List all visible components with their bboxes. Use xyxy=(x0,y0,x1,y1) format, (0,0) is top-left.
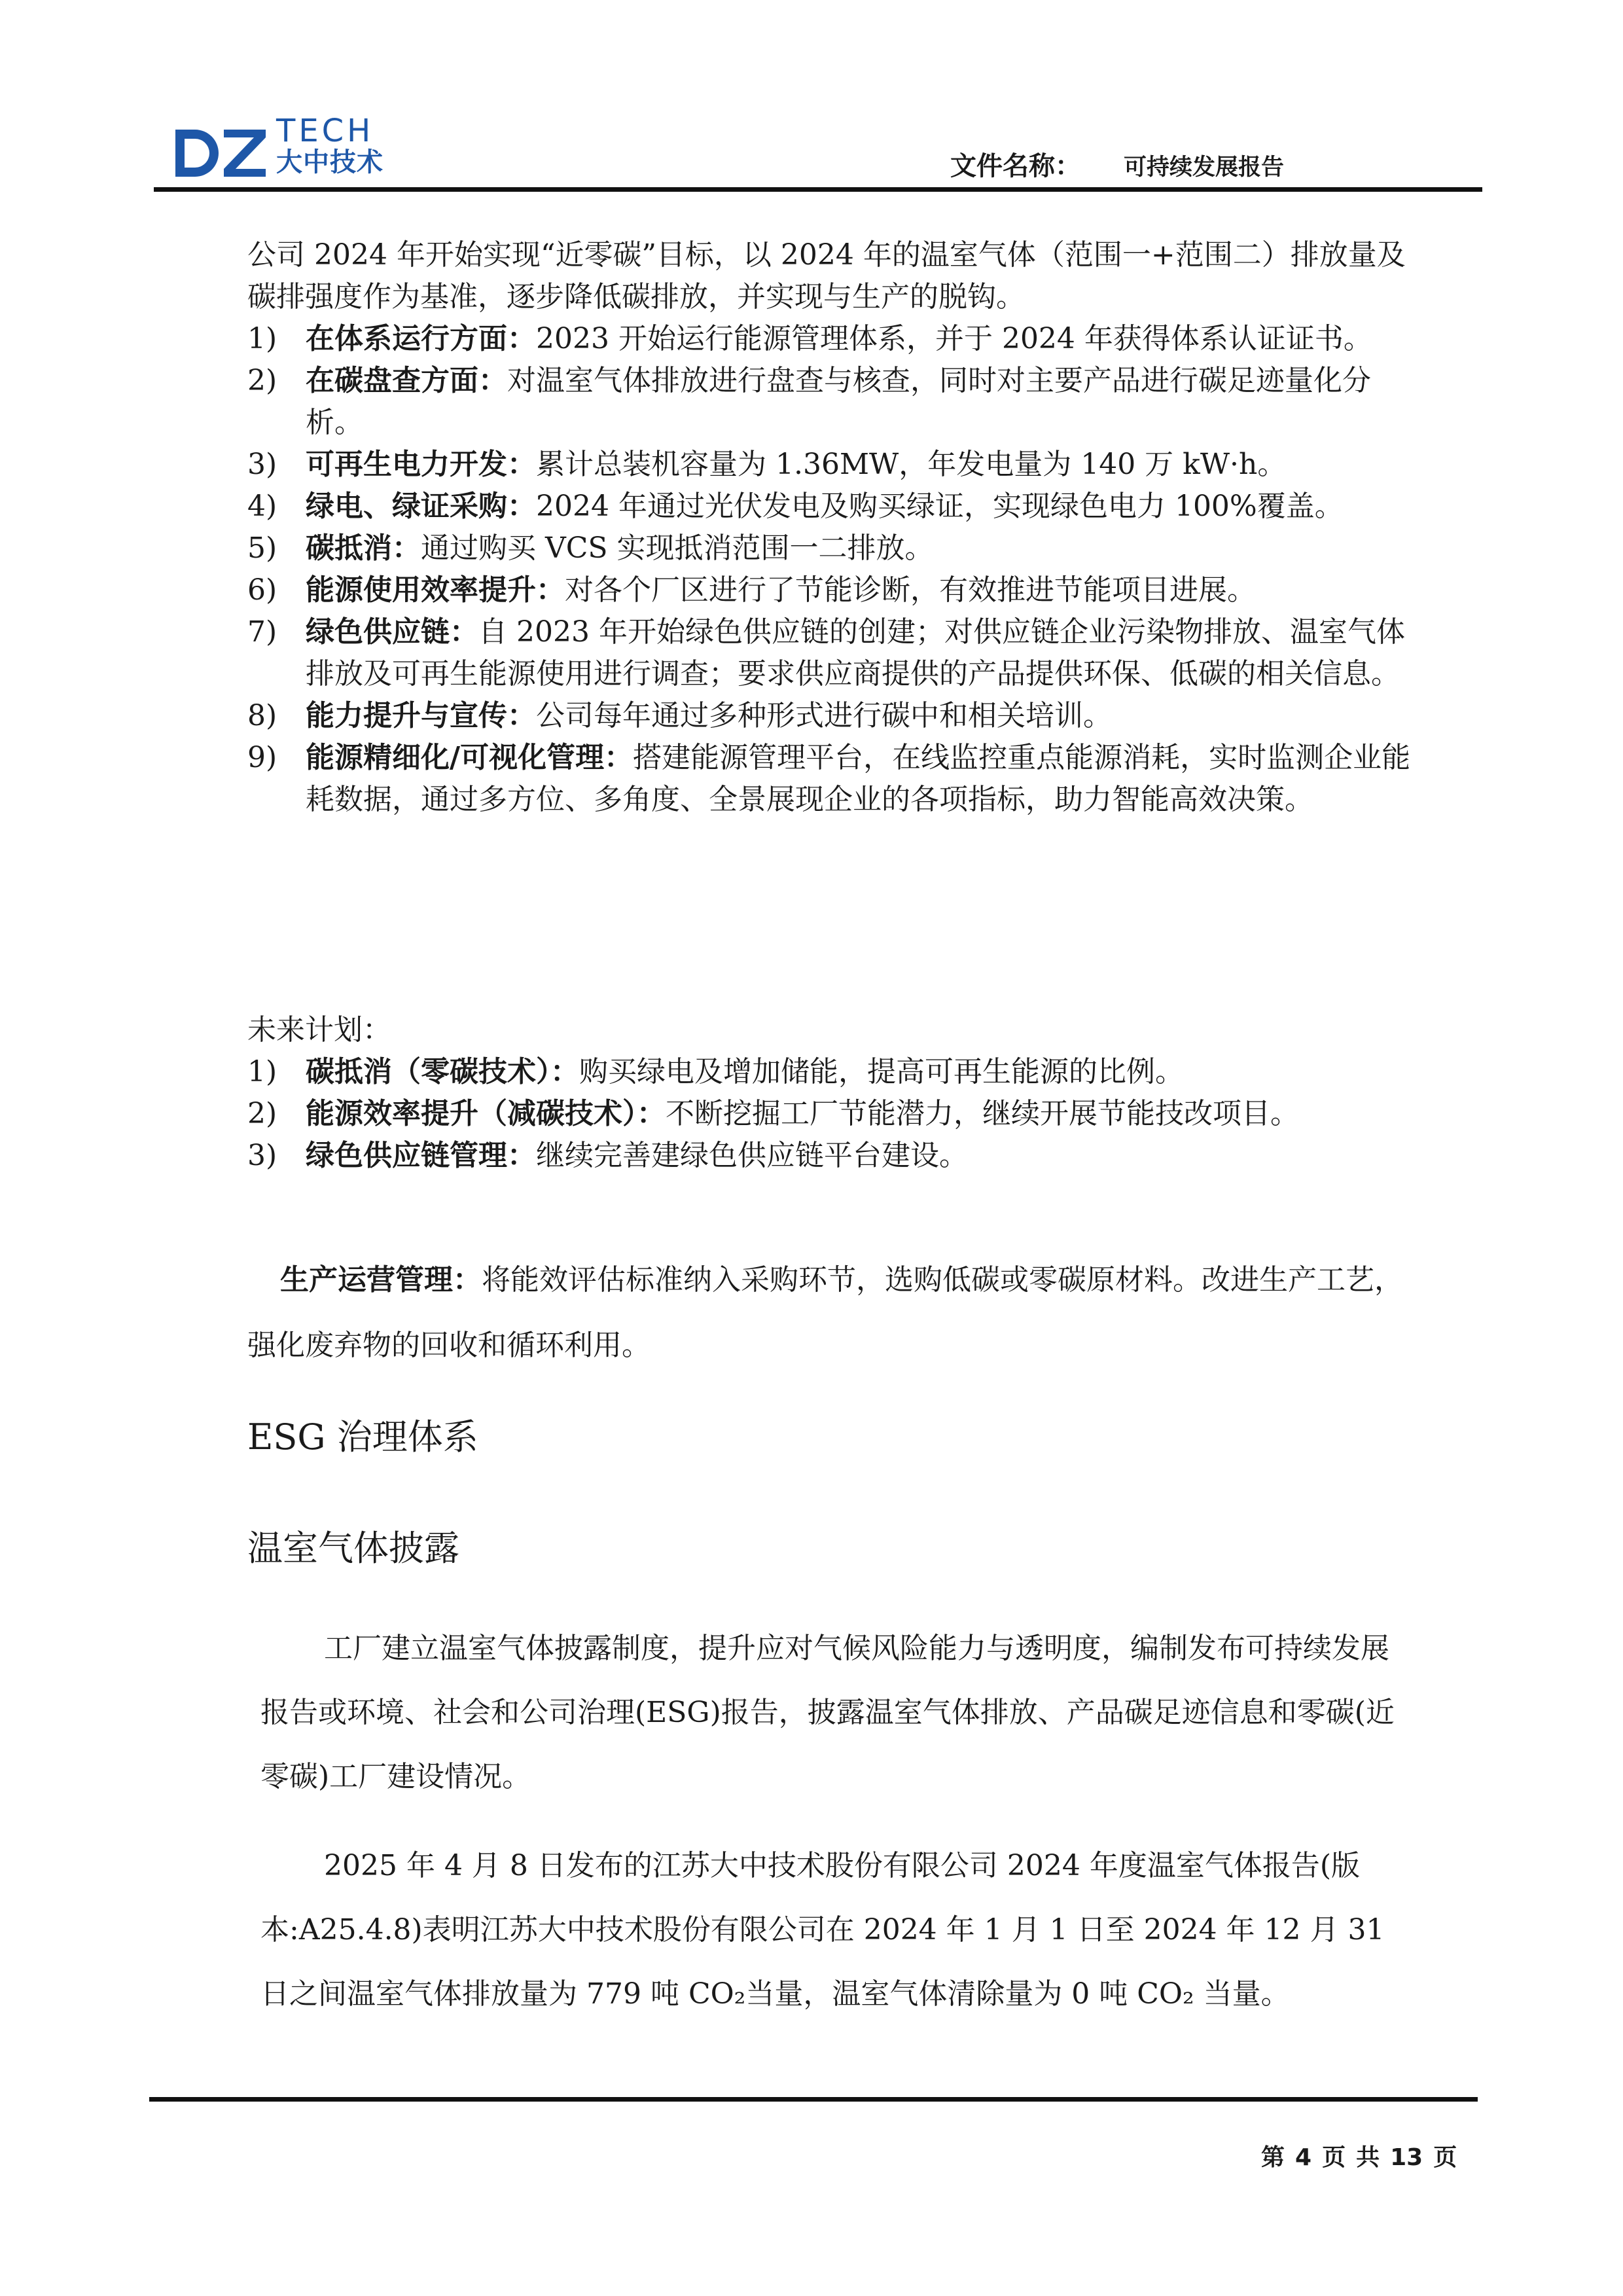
intro-paragraph: 公司 2024 年开始实现“近零碳”目标，以 2024 年的温室气体（范围一+范围二）排放量及碳排强度作为基准，逐步降低碳排放，并实现与生产的脱钩。 xyxy=(247,238,1406,314)
disclosure-paragraph: 工厂建立温室气体披露制度，提升应对气候风险能力与透明度，编制发布可持续发展报告或环境、社会和公司治理(ESG)报告，披露温室气体排放、产品碳足迹信息和零碳(近零碳)工厂建设情况。 xyxy=(260,1632,1395,1793)
list-item xyxy=(247,528,1412,569)
measures-list xyxy=(247,318,1412,821)
footer-di: 第 xyxy=(1261,2144,1285,2171)
list-item xyxy=(247,1051,1412,1093)
item-text: 对温室气体排放进行盘查与核查，同时对主要产品进行碳足迹量化分析。 xyxy=(306,364,1371,439)
future-plan-label: 未来计划： xyxy=(247,1013,391,1047)
item-title: 绿电、绿证采购： xyxy=(306,490,536,523)
item-text: 2024 年通过光伏发电及购买绿证，实现绿色电力 100%覆盖。 xyxy=(536,490,1344,523)
footer-gong: 共 xyxy=(1356,2144,1380,2171)
list-item xyxy=(247,318,1412,360)
item-text: 对各个厂区进行了节能诊断，有效推进节能项目进展。 xyxy=(565,573,1256,607)
item-text: 搭建能源管理平台，在线监控重点能源消耗，实时监测企业能耗数据，通过多方位、多角度、全景展现企业的各项指标，助力智能高效决策。 xyxy=(306,741,1411,816)
ghg-report-paragraph: 2025 年 4 月 8 日发布的江苏大中技术股份有限公司 2024 年度温室气体报告(版本:A25.4.8)表明江苏大中技术股份有限公司在 2024 年 1 月 1 日至 2024 年 12 月 31 日之间温室气体排放量为 779 吨 CO₂当量，温室气体清除量为 0 吨 CO₂ 当量。 xyxy=(260,1849,1385,2011)
item-title: 能源精细化/可视化管理： xyxy=(306,741,633,774)
item-number: 8) xyxy=(247,699,277,732)
list-item xyxy=(247,1135,1412,1177)
item-text: 继续完善建绿色供应链平台建设。 xyxy=(536,1139,968,1172)
production-title: 生产运营管理： xyxy=(280,1263,482,1297)
item-number: 9) xyxy=(247,741,277,774)
item-number: 1) xyxy=(247,322,277,355)
file-name-value: 可持续发展报告 xyxy=(1124,154,1285,181)
item-text: 购买绿电及增加储能，提高可再生能源的比例。 xyxy=(579,1055,1184,1088)
item-number: 3) xyxy=(247,1139,277,1172)
page-number xyxy=(1261,2139,1467,2172)
item-title: 绿色供应链管理： xyxy=(306,1139,536,1172)
heading-ghg-disclosure: 温室气体披露 xyxy=(247,1528,459,1569)
file-name-header xyxy=(950,151,1284,182)
item-number: 2) xyxy=(247,1097,277,1130)
list-item xyxy=(247,737,1412,821)
item-number: 1) xyxy=(247,1055,277,1088)
footer-divider xyxy=(149,2097,1478,2102)
item-text: 2023 开始运行能源管理体系，并于 2024 年获得体系认证证书。 xyxy=(536,322,1372,355)
list-item xyxy=(247,569,1412,611)
list-item xyxy=(247,486,1412,528)
item-text: 不断挖掘工厂节能潜力，继续开展节能技改项目。 xyxy=(666,1097,1299,1130)
item-title: 在碳盘查方面： xyxy=(306,364,507,397)
item-text: 公司每年通过多种形式进行碳中和相关培训。 xyxy=(536,699,1112,732)
item-title: 碳抵消（零碳技术）： xyxy=(306,1055,579,1088)
total-pages: 13 xyxy=(1390,2144,1423,2171)
company-logo xyxy=(171,115,407,184)
heading-esg: ESG 治理体系 xyxy=(247,1416,478,1458)
production-paragraph xyxy=(247,1247,1412,1378)
list-item xyxy=(247,611,1412,695)
production-text: 将能效评估标准纳入采购环节，选购低碳或零碳原材料。改进生产工艺，强化废弃物的回收和循环利用。 xyxy=(247,1263,1403,1362)
item-text: 自 2023 年开始绿色供应链的创建；对供应链企业污染物排放、温室气体排放及可再生能源使用进行调查；要求供应商提供的产品提供环保、低碳的相关信息。 xyxy=(306,615,1405,691)
item-title: 能源使用效率提升： xyxy=(306,573,565,607)
footer-ye: 页 xyxy=(1322,2144,1346,2171)
item-title: 碳抵消： xyxy=(306,531,421,565)
list-item xyxy=(247,695,1412,737)
header-divider xyxy=(154,187,1482,192)
list-item xyxy=(247,1093,1412,1135)
item-title: 能源效率提升（减碳技术）： xyxy=(306,1097,666,1130)
item-number: 4) xyxy=(247,490,277,523)
current-page: 4 xyxy=(1295,2144,1312,2171)
item-number: 5) xyxy=(247,531,277,565)
footer-ye: 页 xyxy=(1433,2144,1457,2171)
list-item xyxy=(247,444,1412,486)
item-text: 累计总装机容量为 1.36MW，年发电量为 140 万 kW·h。 xyxy=(536,448,1287,481)
logo-chinese-text: 大中技术 xyxy=(276,147,383,177)
dz-logo-icon xyxy=(171,124,270,190)
item-title: 能力提升与宣传： xyxy=(306,699,536,732)
logo-tech-text: TECH xyxy=(276,113,374,149)
item-title: 可再生电力开发： xyxy=(306,448,536,481)
item-number: 7) xyxy=(247,615,277,649)
list-item xyxy=(247,360,1412,444)
item-title: 在体系运行方面： xyxy=(306,322,536,355)
item-number: 6) xyxy=(247,573,277,607)
item-title: 绿色供应链： xyxy=(306,615,478,649)
item-text: 通过购买 VCS 实现抵消范围一二排放。 xyxy=(421,531,934,565)
file-name-label: 文件名称： xyxy=(950,151,1081,181)
future-plan-list xyxy=(247,1051,1412,1177)
item-number: 2) xyxy=(247,364,277,397)
item-number: 3) xyxy=(247,448,277,481)
